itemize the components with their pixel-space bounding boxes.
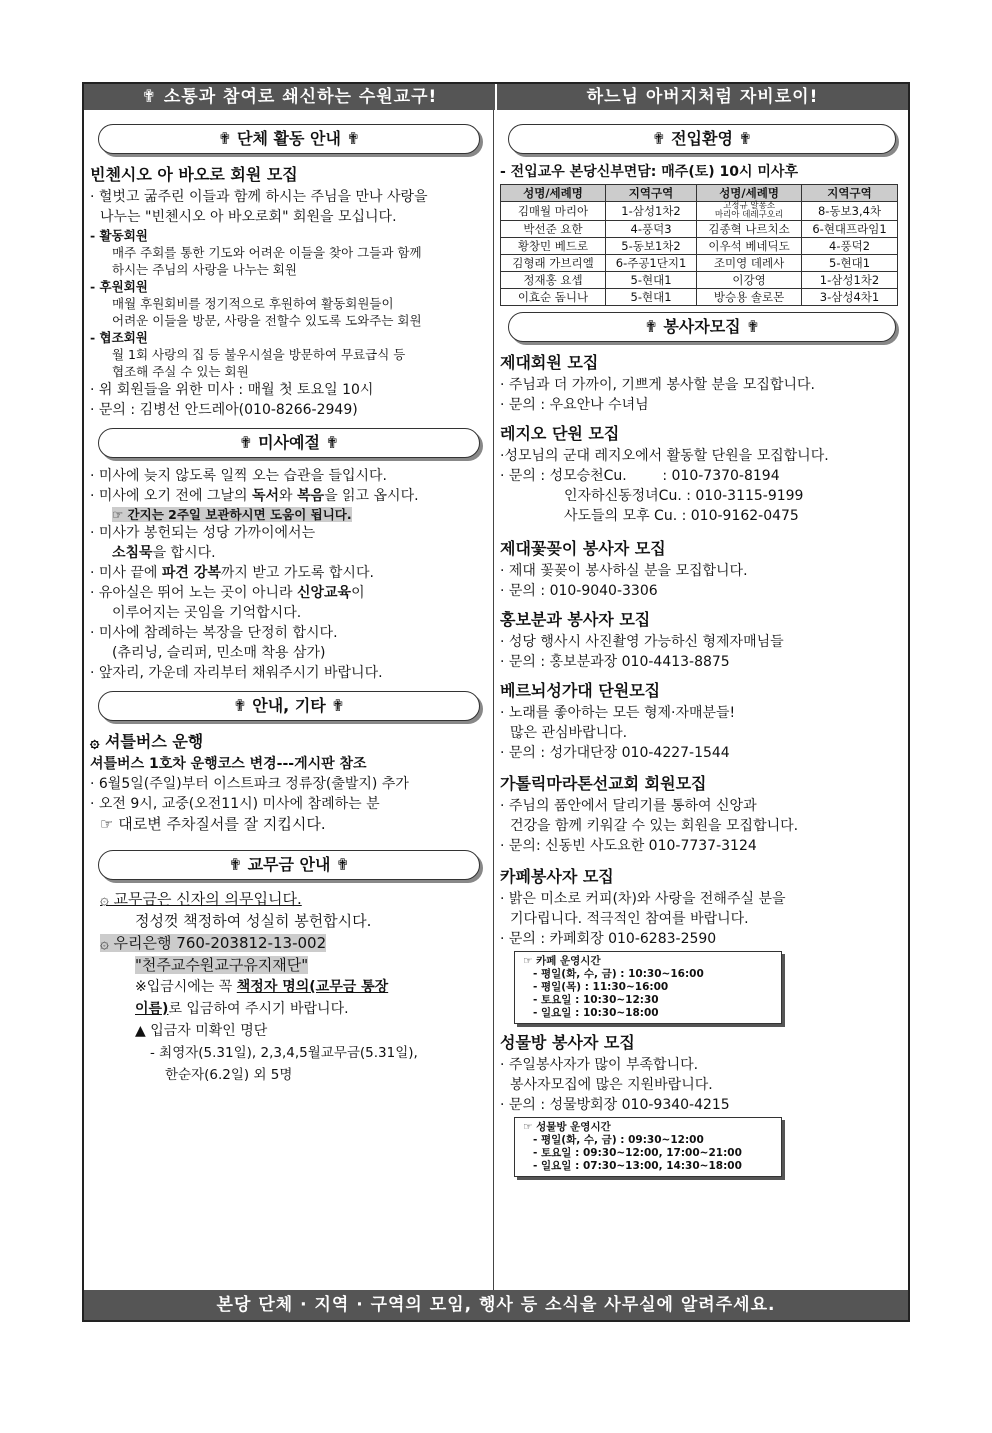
- etiquette-line-8: 이루어지는 곳임을 기억합시다.: [112, 605, 302, 621]
- etiquette-tip: ☞ 간지는 2주일 보관하시면 도움이 됩니다.: [112, 507, 352, 522]
- cafe-hours-line: - 평일(목) : 11:30~16:00: [533, 981, 669, 993]
- newcomer-cell: 4-풍덕3: [605, 221, 696, 238]
- legio-title: 레지오 단원 모집: [500, 424, 620, 443]
- tithe-line-2: 정성껏 책정하여 성실히 봉헌합시다.: [135, 912, 372, 930]
- shop-hours-title: ☞ 성물방 운영시간: [523, 1121, 611, 1133]
- vincent-intro-1: · 헐벗고 굶주린 이들과 함께 하시는 주님을 만나 사랑을: [90, 189, 428, 205]
- column-divider: [493, 110, 494, 1294]
- newcomer-row: [501, 221, 898, 238]
- flower-title: 제대꽃꽂이 봉사자 모집: [500, 539, 666, 558]
- active-member-desc-1: 매주 주회를 통한 기도와 어려운 이들을 찾아 그들과 함께: [112, 245, 422, 260]
- cafe-hours-line: - 평일(화, 수, 금) : 10:30~16:00: [533, 968, 704, 980]
- bulletin-page: [82, 82, 910, 1322]
- flower-line-1: · 제대 꽃꽂이 봉사하실 분을 모집합니다.: [500, 563, 748, 579]
- cafe-line-1: · 밝은 미소로 커피(차)와 사랑을 전해주실 분을: [500, 891, 786, 907]
- shop-line-2: 봉사자모집에 많은 지원바랍니다.: [510, 1077, 713, 1093]
- shuttle-line-1: · 6월5일(주일)부터 이스트파크 정류장(출발지) 추가: [90, 776, 409, 792]
- newcomer-cell: 정재홍 요셉: [501, 272, 606, 289]
- newcomer-cell: 이우석 베네딕도: [697, 238, 802, 255]
- newcomer-row: [501, 272, 898, 289]
- etiquette-line-9: · 미사에 참례하는 복장을 단정히 합시다.: [90, 625, 338, 641]
- marathon-line-3: · 문의: 신동빈 사도요한 010-7737-3124: [500, 838, 757, 854]
- marathon-line-2: 건강을 함께 키워갈 수 있는 회원을 모집합니다.: [510, 818, 799, 834]
- cafe-hours-line: - 일요일 : 10:30~18:00: [533, 1007, 659, 1019]
- etiquette-line-6: · 미사 끝에 파견 강복까지 받고 가도록 합시다.: [90, 565, 374, 581]
- newcomer-row: [501, 255, 898, 272]
- tithe-section-header: ✟ 교무금 안내 ✟: [98, 850, 480, 880]
- shop-hours-line: - 평일(화, 수, 금) : 09:30~12:00: [533, 1134, 704, 1146]
- vincent-contact: · 문의 : 김병선 안드레아(010-8266-2949): [90, 402, 358, 418]
- newcomer-cell: 5-동보1차2: [605, 238, 696, 255]
- col-header: 지역구역: [802, 185, 898, 202]
- pr-title: 홍보분과 봉사자 모집: [500, 610, 651, 629]
- newcomer-table-body: [501, 202, 898, 306]
- legio-line-2: · 문의 : 성모승천Cu. : 010-7370-8194: [500, 468, 780, 484]
- newcomer-table-header: [501, 185, 898, 202]
- choir-line-3: · 문의 : 성가대단장 010-4227-1544: [500, 745, 730, 761]
- shop-title: 성물방 봉사자 모집: [500, 1033, 635, 1052]
- welcome-subtitle: - 전입교우 본당신부면담: 매주(토) 10시 미사후: [500, 164, 798, 180]
- pr-line-1: · 성당 행사시 사진촬영 가능하신 형제자매님들: [500, 634, 784, 650]
- newcomer-cell: 1-삼성1차2: [605, 202, 696, 221]
- newcomer-cell: 박선준 요한: [501, 221, 606, 238]
- support-member-desc-2: 어려운 이들을 방문, 사랑을 전할수 있도록 도와주는 회원: [112, 313, 422, 328]
- newcomer-cell: 5-현대1: [605, 272, 696, 289]
- active-member-heading: - 활동회원: [90, 228, 148, 243]
- shop-hours-line: - 토요일 : 09:30~12:00, 17:00~21:00: [533, 1147, 742, 1159]
- newcomer-cell: 황창민 베드로: [501, 238, 606, 255]
- unconfirmed-depositors-heading: ▲ 입금자 미확인 명단: [135, 1023, 268, 1039]
- tithe-deposit-note-2: 이름)로 입금하여 주시기 바랍니다.: [135, 1001, 349, 1017]
- bank-account: ۞ 우리은행 760-203812-13-002: [100, 934, 327, 952]
- altar-member-title: 제대회원 모집: [500, 353, 599, 372]
- col-header: 지역구역: [605, 185, 696, 202]
- parking-notice: ☞ 대로변 주차질서를 잘 지킵시다.: [100, 815, 326, 833]
- unconfirmed-depositors-2: 한순자(6.2일) 외 5명: [165, 1067, 293, 1083]
- etiquette-line-1: · 미사에 늦지 않도록 일찍 오는 습관을 들입시다.: [90, 468, 388, 484]
- newcomer-cell: 1-삼성1차2: [802, 272, 898, 289]
- welcome-section-header: ✟ 전입환영 ✟: [508, 124, 896, 154]
- vincent-title: 빈첸시오 아 바오로 회원 모집: [90, 165, 298, 184]
- active-member-desc-2: 하시는 주님의 사랑을 나누는 회원: [112, 262, 297, 277]
- cafe-line-3: · 문의 : 카페회장 010-6283-2590: [500, 931, 717, 947]
- right-column: [500, 124, 904, 1183]
- newcomer-cell: 고정규 알퐁소 마리아 데레구오리: [697, 202, 802, 221]
- etiquette-line-2: · 미사에 오기 전에 그날의 독서와 복음을 읽고 옵시다.: [90, 488, 419, 504]
- footer-bar: 본당 단체 · 지역 · 구역의 모임, 행사 등 소식을 사무실에 알려주세요.: [84, 1290, 908, 1320]
- tithe-deposit-note-1: ※입금시에는 꼭 책정자 명의(교무금 통장: [135, 979, 389, 995]
- legio-line-4: 사도들의 모후 Cu. : 010-9162-0475: [564, 508, 799, 524]
- newcomer-row: [501, 289, 898, 306]
- vincent-mass-time: · 위 회원들을 위한 미사 : 매월 첫 토요일 10시: [90, 382, 374, 398]
- shop-hours-line: - 일요일 : 07:30~13:00, 14:30~18:00: [533, 1160, 742, 1172]
- etiquette-line-7: · 유아실은 뛰어 노는 곳이 아니라 신앙교육이: [90, 585, 365, 601]
- choir-line-1: · 노래를 좋아하는 모든 형제·자매분들!: [500, 705, 736, 721]
- newcomer-cell: 이효순 돔니나: [501, 289, 606, 306]
- newcomer-cell: 김매월 마리아: [501, 202, 606, 221]
- etiquette-section-header: ✟ 미사예절 ✟: [98, 428, 480, 458]
- bank-account-holder: "천주교수원교구유지재단": [135, 956, 309, 974]
- newcomer-cell: 6-현대프라임1: [802, 221, 898, 238]
- flower-line-2: · 문의 : 010-9040-3306: [500, 583, 658, 599]
- legio-line-1: ·성모님의 군대 레지오에서 활동할 단원을 모집합니다.: [500, 448, 829, 464]
- shop-line-3: · 문의 : 성물방회장 010-9340-4215: [500, 1097, 730, 1113]
- unconfirmed-depositors-1: - 최영자(5.31일), 2,3,4,5월교무금(5.31일),: [150, 1045, 418, 1061]
- left-column: [90, 124, 488, 1086]
- assist-member-desc-1: 월 1회 사랑의 집 등 불우시설을 방문하여 무료급식 등: [112, 347, 406, 362]
- newcomer-cell: 3-삼성4차1: [802, 289, 898, 306]
- etiquette-line-5: 소침묵을 합시다.: [112, 545, 216, 561]
- altar-member-line-2: · 문의 : 우요안나 수녀님: [500, 397, 649, 413]
- shop-hours-box: [514, 1117, 782, 1177]
- col-header: 성명/세례명: [697, 185, 802, 202]
- newcomer-cell: 방승용 솔로몬: [697, 289, 802, 306]
- newcomer-cell: 김종혁 나르치소: [697, 221, 802, 238]
- col-header: 성명/세례명: [501, 185, 606, 202]
- newcomer-cell: 4-풍덕2: [802, 238, 898, 255]
- choir-line-2: 많은 관심바랍니다.: [510, 725, 628, 741]
- newcomer-cell: 김형래 가브리엘: [501, 255, 606, 272]
- support-member-desc-1: 매월 후원회비를 정기적으로 후원하여 활동회원들이: [112, 296, 394, 311]
- assist-member-heading: - 협조회원: [90, 330, 148, 345]
- header-right-slogan: 하느님 아버지처럼 자비로이!: [586, 87, 819, 107]
- shuttle-subtitle: 셔틀버스 1호차 운행코스 변경---게시판 참조: [90, 756, 367, 772]
- assist-member-desc-2: 협조해 주실 수 있는 회원: [112, 364, 249, 379]
- shuttle-line-2: · 오전 9시, 교중(오전11시) 미사에 참례하는 분: [90, 796, 380, 812]
- cafe-hours-title: ☞ 카페 운영시간: [523, 955, 601, 967]
- cafe-hours-line: - 토요일 : 10:30~12:30: [533, 994, 659, 1006]
- shop-line-1: · 주일봉사자가 많이 부족합니다.: [500, 1057, 699, 1073]
- newcomer-cell: 5-현대1: [605, 289, 696, 306]
- newcomer-table: [500, 184, 898, 306]
- cafe-line-2: 기다립니다. 적극적인 참여를 바랍니다.: [510, 911, 749, 927]
- newcomer-row: [501, 202, 898, 221]
- newcomer-row: [501, 238, 898, 255]
- header-bar: [84, 84, 908, 110]
- tithe-line-1: ۞ 교무금은 신자의 의무입니다.: [100, 890, 302, 908]
- etiquette-line-11: · 앞자리, 가운데 자리부터 채워주시기 바랍니다.: [90, 665, 383, 681]
- support-member-heading: - 후원회원: [90, 279, 148, 294]
- header-left-slogan: ✟ 소통과 참여로 쇄신하는 수원교구!: [84, 84, 497, 110]
- shuttle-title: ۞ 셔틀버스 운행: [90, 732, 204, 751]
- newcomer-cell: 8-동보3,4차: [802, 202, 898, 221]
- groups-section-header: ✟ 단체 활동 안내 ✟: [98, 124, 480, 154]
- vincent-intro-2: 나누는 "빈첸시오 아 바오로회" 회원을 모십니다.: [100, 209, 397, 225]
- altar-member-line-1: · 주님과 더 가까이, 기쁘게 봉사할 분을 모집합니다.: [500, 377, 815, 393]
- newcomer-cell: 이강영: [697, 272, 802, 289]
- choir-title: 베르뇌성가대 단원모집: [500, 681, 661, 700]
- etiquette-line-10: (츄리닝, 슬리퍼, 민소매 착용 삼가): [112, 645, 326, 661]
- etiquette-line-4: · 미사가 봉헌되는 성당 가까이에서는: [90, 525, 316, 541]
- newcomer-cell: 5-현대1: [802, 255, 898, 272]
- cafe-hours-box: [514, 951, 782, 1024]
- cafe-title: 카페봉사자 모집: [500, 867, 614, 886]
- pr-line-2: · 문의 : 홍보분과장 010-4413-8875: [500, 654, 730, 670]
- legio-line-3: 인자하신동정녀Cu. : 010-3115-9199: [564, 488, 804, 504]
- info-section-header: ✟ 안내, 기타 ✟: [98, 691, 480, 721]
- newcomer-cell: 6-주공1단지1: [605, 255, 696, 272]
- marathon-line-1: · 주님의 품안에서 달리기를 통하여 신앙과: [500, 798, 757, 814]
- volunteer-section-header: ✟ 봉사자모집 ✟: [508, 312, 896, 342]
- newcomer-cell: 조미영 데레사: [697, 255, 802, 272]
- marathon-title: 가톨릭마라톤선교회 회원모집: [500, 774, 707, 793]
